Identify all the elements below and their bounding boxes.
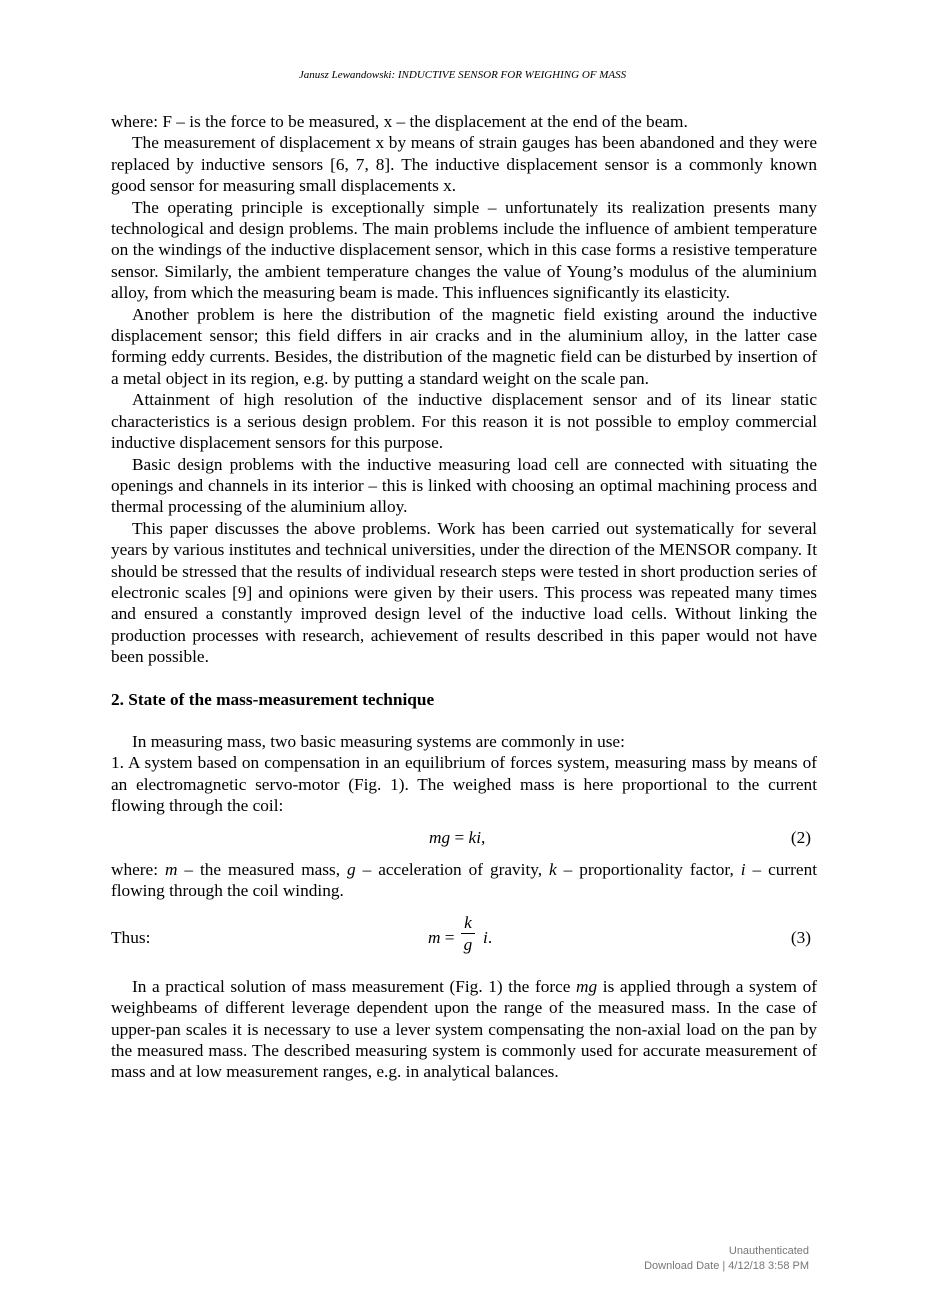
fraction [461,913,475,956]
section-heading: 2. State of the mass-measurement technique [111,689,435,709]
paragraph: In measuring mass, two basic measuring systems are commonly in use: [132,731,625,751]
running-head: Janusz Lewandowski: INDUCTIVE SENSOR FOR WEIGHING OF MASS [298,69,627,81]
footer-auth-status: Unauthenticated [728,1245,809,1257]
paragraph: Attainment of high resolution of the inductive displacement sensor and of its linear static characteristics is a serious design problem. For this reason it is not possible to employ commercial inductive displacement sensors for this purpose. [111,390,817,453]
equation-number: (2) [790,827,811,847]
equation-3 [111,913,817,963]
download-footer [644,1244,809,1274]
equation-definitions: where: m – the measured mass, g – acceleration of gravity, k – proportionality factor, i – current flowing through the coil winding. [111,859,818,901]
paragraph: This paper discusses the above problems. Work has been carried out systematically for several years by various institutes and technical universities, under the direction of the MENSOR company. It should be stressed that the results of individual research steps were tested in short production series of electronic scales [9] and opinions were given by their users. This process was repeated many times and ensured a constantly improved design level of the inductive load cells. Without linking the production processes with research, achievement of results described in this paper would not have been possible. [111,518,817,667]
paragraph: where: F – is the force to be measured, x – the displacement at the end of the beam. [111,112,688,131]
footer-download-date: Download Date | 4/12/18 3:58 PM [644,1260,809,1272]
equation-2 [111,827,817,848]
paragraph: Another problem is here the distribution of the magnetic field existing around the inductive displacement sensor; this field differs in air cracks and in the aluminium alloy, in the latter case forming eddy currents. Besides, the distribution of the magnetic field can be disturbed by insertion of a metal object in its region, e.g. by putting a standard weight on the scale pan. [111,304,817,388]
fraction-denominator: g [463,934,473,954]
equation-rhs: i. [483,927,493,947]
body-text [111,111,817,1083]
equation-lhs: m = [428,927,455,947]
paragraph: Basic design problems with the inductive measuring load cell are connected with situating the openings and channels in its interior – this is linked with choosing an optimal machining process and thermal processing of the aluminium alloy. [111,454,817,517]
paragraph: The operating principle is exceptionally simple – unfortunately its realization presents many technological and design problems. The main problems include the influence of ambient temperature on the windings of the inductive displacement sensor, which in this case forms a resistive temperature sensor. Similarly, the ambient temperature changes the value of Young’s modulus of the aluminium alloy, from which the measuring beam is made. This influences significantly its elasticity. [111,197,817,303]
equation-number: (3) [790,927,811,947]
equation-expression: mg = ki, [429,827,486,847]
fraction-numerator: k [464,912,472,932]
equation-lead: Thus: [111,927,151,947]
paragraph: In a practical solution of mass measurement (Fig. 1) the force mg is applied through a system of weighbeams of different leverage dependent upon the range of the measured mass. In the case of upper-pan scales it is necessary to use a lever system compensating the non-axial load on the pan by the measured mass. The described measuring system is commonly used for accurate measurement of mass and at low measurement ranges, e.g. in analytical balances. [111,976,817,1082]
list-item: 1. A system based on compensation in an equilibrium of forces system, measuring mass by means of an electromagnetic servo-motor (Fig. 1). The weighed mass is here proportional to the current flowing through the coil: [111,753,817,816]
paragraph: The measurement of displacement x by means of strain gauges has been abandoned and they were replaced by inductive sensors [6, 7, 8]. The inductive displacement sensor is a commonly known good sensor for measuring small displacements x. [111,133,817,196]
